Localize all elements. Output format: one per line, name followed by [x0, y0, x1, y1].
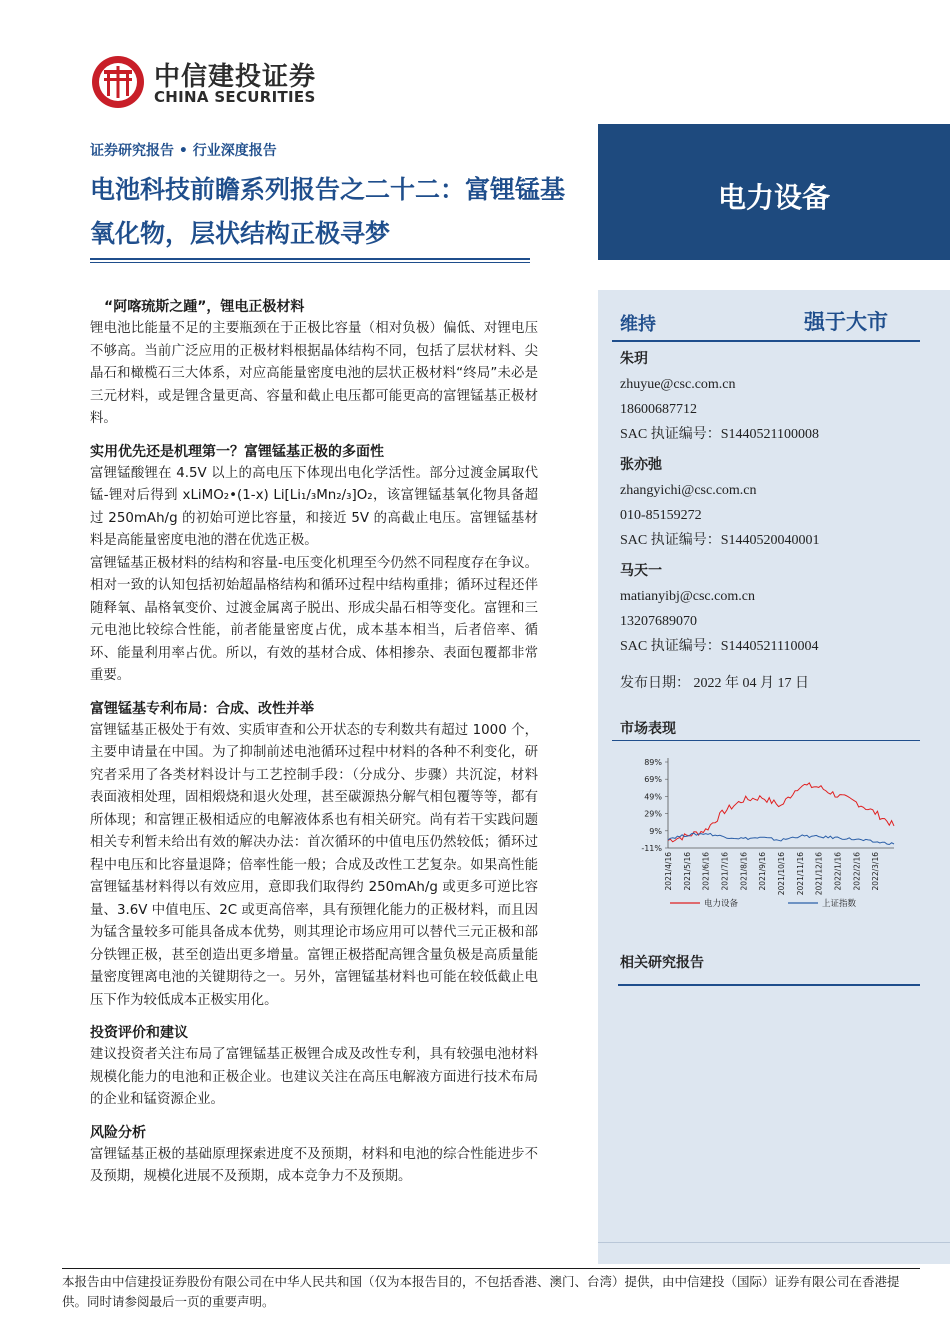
analyst-email[interactable]: zhuyue@csc.com.cn	[620, 377, 736, 392]
chart-y-tick-label: 69%	[644, 775, 662, 785]
rating-value: 强于大市	[804, 310, 888, 334]
chart-x-tick-label: 2021/12/16	[814, 852, 824, 896]
chart-x-tick-label: 2021/5/16	[682, 852, 692, 891]
title-divider	[90, 258, 530, 260]
section-title: “阿喀琉斯之踵”，锂电正极材料	[104, 299, 305, 315]
market-performance-title: 市场表现	[620, 721, 676, 737]
related-reports-divider	[618, 984, 920, 986]
sidebar-bottom-divider	[598, 1242, 950, 1243]
chart-x-tick-label: 2021/8/16	[739, 852, 749, 891]
section-title: 风险分析	[90, 1124, 146, 1141]
section-paragraph: 富锂锰基正极的基础原理探索进度不及预期，材料和电池的综合性能进步不及预期，规模化进展不及预期，成本竞争力不及预期。	[90, 1146, 538, 1184]
company-logo	[90, 50, 350, 114]
publish-date: 发布日期： 2022 年 04 月 17 日	[620, 676, 809, 691]
chart-x-tick-label: 2022/2/16	[852, 852, 862, 891]
footer-disclaimer: 本报告由中信建投证券股份有限公司在中华人民共和国（仅为本报告目的，不包括香港、澳门、台湾）提供，由中信建投（国际）证券有限公司在香港提供。同时请参阅最后一页的重要声明。	[62, 1274, 900, 1309]
chart-x-tick-label: 2021/7/16	[720, 852, 730, 891]
footer-divider	[62, 1268, 920, 1269]
analyst-name: 朱玥	[620, 351, 648, 367]
section-paragraph: 富锂锰基正极处于有效、实质审查和公开状态的专利数共有超过 1000 个，主要申请量在中国。为了抑制前述电池循环过程中材料的各种不利变化，研究者采用了各类材料设计与工艺控制手段：（分成分、步骤）共沉淀，材料表面液相处理，固相煅烧和退火处理，甚至碳源热分解气相包覆等等，都有所体现；和富锂正极相适应的电解液体系也有相关研究。尚有若干实践问题相关专利暂未给出有效的解决办法：首次循环的中值电压仍然较低；循环过程中电压和比容量退降；倍率性能一般；合成及改性工艺复杂。如果高性能富锂锰基材料得以有效应用，意即我们取得约 250mAh/g 或更多可逆比容量、3.6V 中值电压、2C 或更高倍率，具有预锂化能力的正极材料，而且因为锰含量较多可能具备成本优势，则其理论市场应用可以替代三元正极和部分铁锂正极，甚至创造出更多增量。富锂正极搭配高锂含量负极是高质量能量密度锂离电池的关键期待之一。另外，富锂锰基材料也可能在较低截止电压下作为较低成本正极实用化。	[90, 722, 538, 1008]
analyst-name: 马天一	[620, 563, 662, 579]
section-title: 投资评价和建议	[90, 1025, 188, 1041]
section-title: 实用优先还是机理第一？富锂锰基正极的多面性	[90, 443, 384, 460]
chart-x-tick-label: 2021/6/16	[701, 852, 711, 891]
chart-series-line	[668, 783, 894, 842]
rating-label: 维持	[620, 314, 656, 335]
section-paragraph: 富锂锰基正极材料的结构和容量-电压变化机理至今仍然不同程度存在争议。相对一致的认知包括初始超晶格结构和循环过程中结构重排；循环过程还伴随释氧、晶格氧变价、过渡金属离子脱出、形成尖晶石相等变化。富锂和三元电池比较综合性能，前者能量密度占优，成本基本相当，后者倍率、循环、能量利用率占优。所以，有效的基材合成、体相掺杂、表面包覆都非常重要。	[90, 555, 538, 683]
logo-chinese-name: 中信建投证券	[154, 62, 317, 92]
china-securities-logo-icon	[90, 54, 146, 110]
section-paragraph: 富锂锰酸锂在 4.5V 以上的高电压下体现出电化学活性。部分过渡金属取代锰-锂对后得到 xLiMO₂•(1-x) Li[Li₁/₃Mn₂/₃]O₂，该富锂锰基氧化物具备超过 250mAh/g 的初始可逆比容量，和接近 5V 的高截止电压。富锂锰基材料是高能量密度电池的潜在优选正极。	[90, 465, 538, 548]
chart-legend-label: 上证指数	[822, 899, 857, 909]
section-paragraph: 建议投资者关注布局了富锂锰基正极锂合成及改性专利，具有较强电池材料规模化能力的电池和正极企业。也建议关注在高压电解液方面进行技术布局的企业和锰资源企业。	[90, 1047, 538, 1107]
chart-x-tick-label: 2022/1/16	[833, 852, 843, 891]
section-title: 富锂锰基专利布局：合成、改性并举	[90, 700, 314, 717]
chart-y-tick-label: 49%	[644, 792, 662, 802]
chart-y-tick-label: 89%	[644, 758, 662, 767]
analyst-sac: SAC 执证编号：S1440520040001	[620, 533, 820, 548]
chart-x-tick-label: 2021/9/16	[758, 852, 768, 891]
chart-y-tick-label: 29%	[644, 809, 662, 819]
chart-x-tick-label: 2021/4/16	[664, 852, 673, 891]
chart-y-tick-label: -11%	[641, 844, 662, 853]
chart-x-tick-label: 2022/3/16	[871, 852, 881, 891]
sector-label: 电力设备	[717, 181, 830, 214]
chart-legend-label: 电力设备	[704, 899, 739, 909]
analyst-sac: SAC 执证编号：S1440521110004	[620, 639, 819, 654]
analyst-name: 张亦弛	[620, 457, 662, 473]
sector-banner	[598, 124, 950, 260]
analyst-phone: 18600687712	[620, 402, 697, 417]
analyst-card	[620, 346, 819, 447]
logo-english-name: CHINA SECURITIES	[154, 88, 316, 106]
report-summary	[90, 296, 538, 1189]
analyst-card	[620, 452, 820, 553]
chart-series-line	[668, 833, 894, 844]
chart-x-tick-label: 2021/10/16	[777, 852, 786, 896]
title-divider-thin	[90, 262, 530, 263]
analyst-phone: 13207689070	[620, 614, 697, 629]
chart-y-tick-label: 9%	[649, 826, 662, 836]
report-title: 电池科技前瞻系列报告之二十二：富锂锰基氧化物，层状结构正极寻梦	[90, 175, 566, 248]
analyst-email[interactable]: zhangyichi@csc.com.cn	[620, 483, 757, 498]
analyst-email[interactable]: matianyibj@csc.com.cn	[620, 589, 755, 604]
section-paragraph: 锂电池比能量不足的主要瓶颈在于正极比容量（相对负极）偏低、对锂电压不够高。当前广泛应用的正极材料根据晶体结构不同，包括了层状材料、尖晶石和橄榄石三大体系，对应高能量密度电池的层状正极材料“终局”未必是三元材料，或是锂含量更高、容量和截止电压都可能更高的富锂锰基正极材料。	[90, 321, 538, 426]
report-type: 证券研究报告 • 行业深度报告	[90, 143, 277, 159]
chart-x-tick-label: 2021/11/16	[795, 852, 805, 896]
market-performance-chart	[612, 748, 920, 916]
market-divider	[612, 740, 920, 741]
related-reports-title: 相关研究报告	[620, 955, 704, 971]
analyst-sac: SAC 执证编号：S1440521100008	[620, 427, 820, 442]
analyst-card	[620, 558, 818, 659]
analyst-phone: 010-85159272	[620, 508, 702, 523]
rating-divider	[612, 340, 920, 342]
